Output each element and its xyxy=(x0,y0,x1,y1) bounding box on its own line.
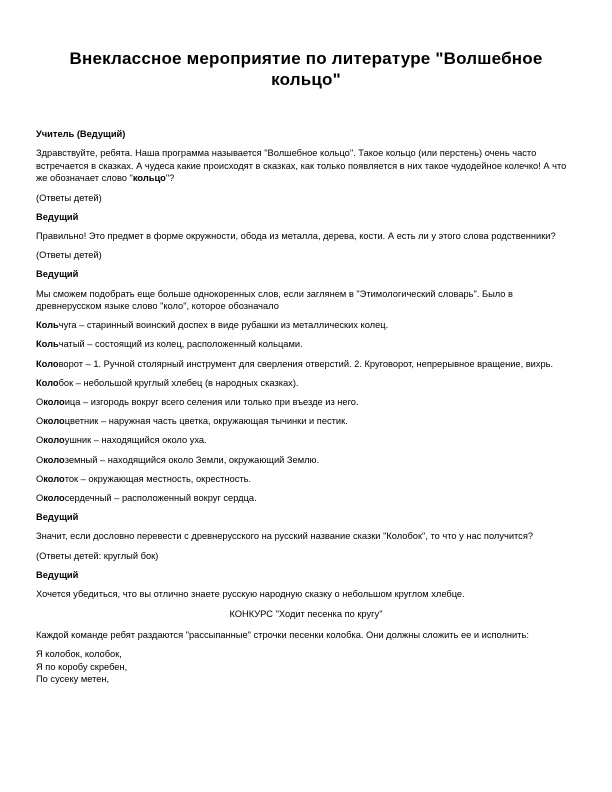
paragraph: Здравствуйте, ребята. Наша программа называется "Волшебное кольцо". Такое кольцо (или перстень) очень часто встречается в сказках. А чудеса какие происходят в сказках, как только появляется в них такое чудодейное колечко! А что же обозначает слово "кольцо"? xyxy=(36,148,567,184)
speaker-label: Ведущий xyxy=(36,211,79,222)
word-entry: Околоушник – находящийся около уха. xyxy=(36,435,207,446)
word-entry: Коловорот – 1. Ручной столярный инструмент для сверления отверстий. 2. Круговорот, непрерывное вращение, вихрь. xyxy=(36,358,554,369)
word-entry: Околоица – изгородь вокруг всего селения или только при въезде из него. xyxy=(36,397,359,408)
paragraph: Хочется убедиться, что вы отлично знаете русскую народную сказку о небольшом круглом хлебце. xyxy=(36,588,465,599)
speaker-label: Ведущий xyxy=(36,269,79,280)
document-body xyxy=(36,128,576,686)
paragraph: Правильно! Это предмет в форме окружности, обода из металла, дерева, кости. А есть ли у этого слова родственники? xyxy=(36,230,556,241)
word-entry: Околоземный – находящийся около Земли, окружающий Землю. xyxy=(36,454,320,465)
word-entry: Околоцветник – наружная часть цветка, окружающая тычинки и пестик. xyxy=(36,416,348,427)
document-title: Внеклассное мероприятие по литературе "Волшебное кольцо" xyxy=(69,49,543,89)
speaker-label: Ведущий xyxy=(36,569,79,580)
verse-line: По сусеку метен, xyxy=(36,674,110,685)
word-entry: Околосердечный – расположенный вокруг сердца. xyxy=(36,492,257,503)
paragraph: Каждой команде ребят раздаются "рассыпанные" строчки песенки колобка. Они должны сложить ее и исполнить: xyxy=(36,630,529,641)
paragraph: (Ответы детей) xyxy=(36,250,102,261)
speaker-label: Ведущий xyxy=(36,512,79,523)
speaker-label: Учитель (Ведущий) xyxy=(36,129,126,139)
paragraph: Значит, если дословно перевести с древнерусского на русский название сказки "Колобок", то что у нас получится? xyxy=(36,531,534,542)
word-entry: Кольчуга – старинный воинский доспех в виде рубашки из металлических колец. xyxy=(36,320,389,331)
word-entry: Околоток – окружающая местность, окрестность. xyxy=(36,473,252,484)
word-entry: Кольчатый – состоящий из колец, расположенный кольцами. xyxy=(36,339,303,350)
verse-line: Я по коробу скребен, xyxy=(36,661,128,672)
word-entry: Колобок – небольшой круглый хлебец (в народных сказках). xyxy=(36,377,299,388)
paragraph: (Ответы детей: круглый бок) xyxy=(36,550,159,561)
paragraph: Мы сможем подобрать еще больше однокоренных слов, если заглянем в "Этимологический словарь". Было в древнерусском языке слово "коло", которое обозначало xyxy=(36,288,513,312)
verse-line: Я колобок, колобок, xyxy=(36,649,122,660)
paragraph: (Ответы детей) xyxy=(36,192,102,203)
contest-heading: КОНКУРС "Ходит песенка по кругу" xyxy=(229,608,383,619)
